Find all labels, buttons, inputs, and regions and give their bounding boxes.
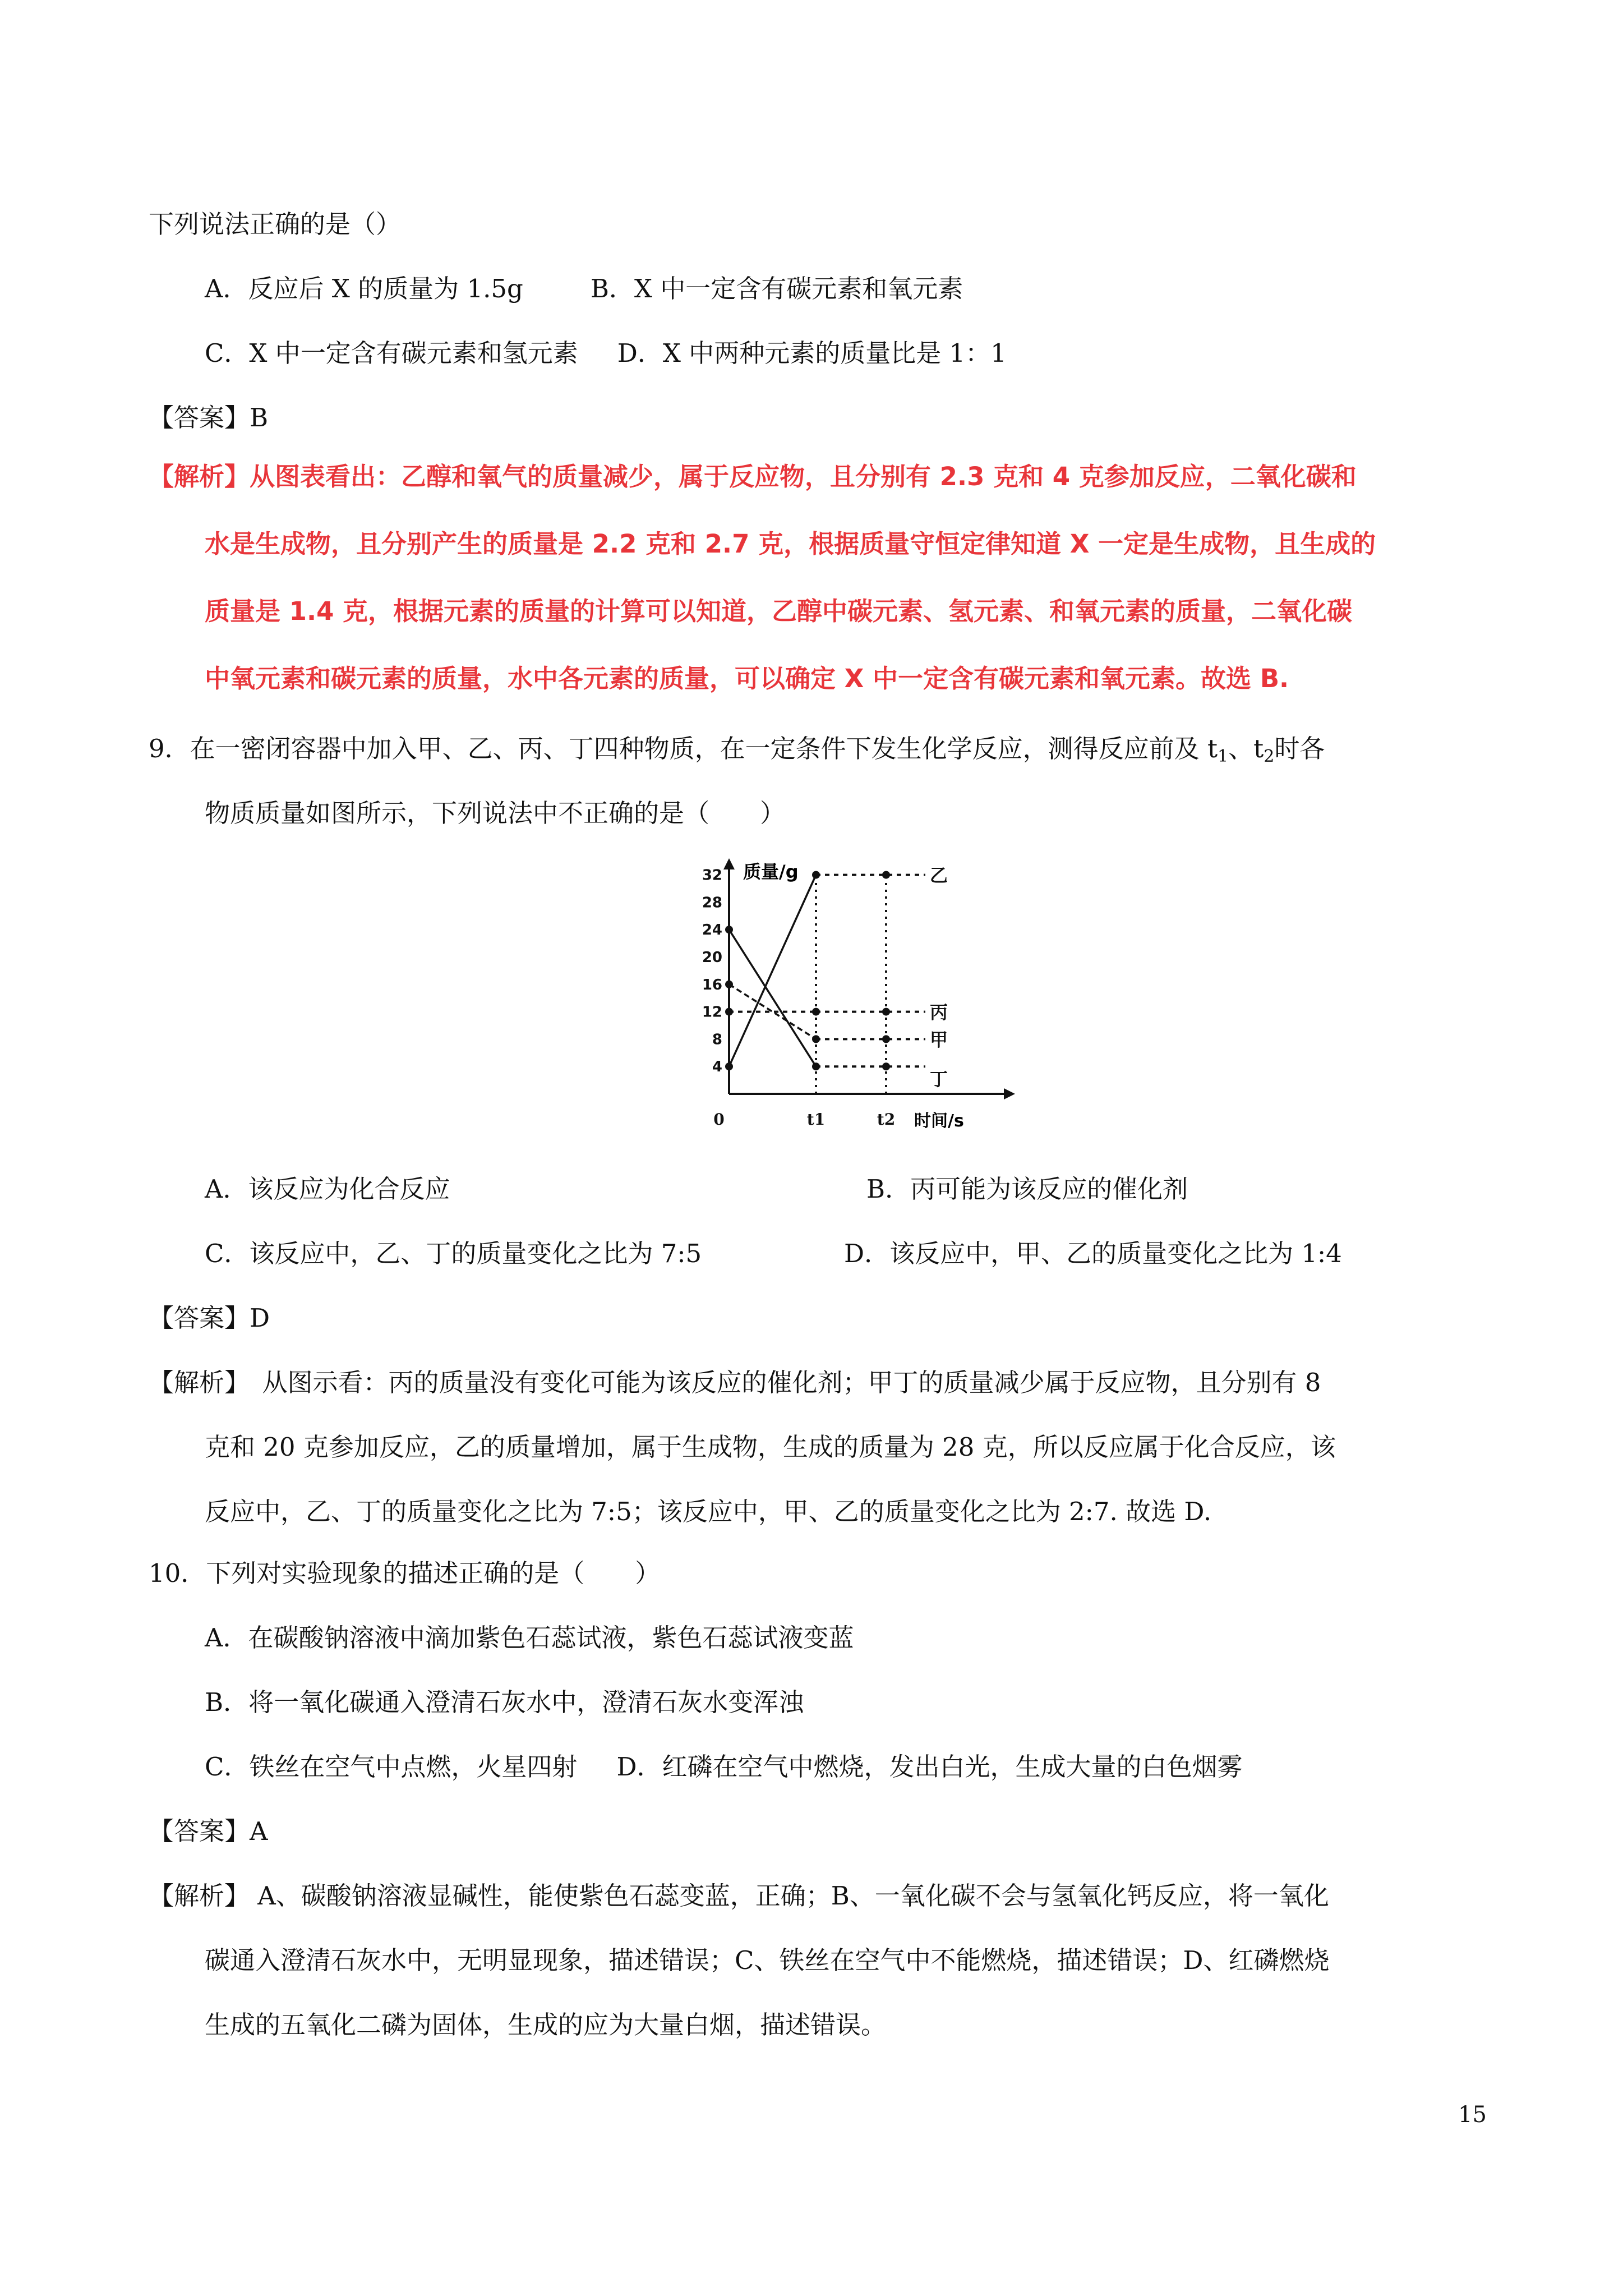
data-point (882, 1062, 890, 1070)
q9-stem-line-2: 物质质量如图所示，下列说法中不正确的是（ ） (205, 798, 786, 828)
series-label: 丙 (930, 1001, 948, 1023)
q8-option-c: C．X 中一定含有碳元素和氢元素 (205, 338, 578, 368)
q10-analysis-line-2: 碳通入澄清石灰水中，无明显现象，描述错误；C、铁丝在空气中不能燃烧，描述错误；D、红磷燃烧 (205, 1945, 1330, 1975)
q8-stem: 下列说法正确的是（） (149, 209, 402, 239)
data-point (812, 1062, 820, 1070)
x-tick-label: t2 (877, 1110, 896, 1129)
y-tick-label: 24 (702, 922, 722, 939)
q8-option-a: A．反应后 X 的质量为 1.5g (205, 274, 523, 303)
series-line (729, 875, 816, 1067)
y-tick-label: 12 (702, 1004, 722, 1021)
q8-option-row-1 (205, 272, 963, 306)
chart-axes (723, 858, 1015, 1131)
q10-option-c: C．铁丝在空气中点燃，火星四射 (205, 1752, 578, 1782)
data-point (812, 1008, 820, 1016)
data-point (725, 981, 733, 988)
q9-analysis-line-3: 反应中，乙、丁的质量变化之比为 7:5；该反应中，甲、乙的质量变化之比为 2:7. 故选 D. (205, 1497, 1212, 1526)
y-tick-label: 16 (702, 976, 722, 993)
q9-stem-line-1: 9．在一密闭容器中加入甲、乙、丙、丁四种物质，在一定条件下发生化学反应，测得反应前及 $t_1$、$t_2$时各 (149, 734, 1325, 766)
q9-answer: 【答案】D (149, 1303, 270, 1333)
chart-ticks (702, 867, 895, 1129)
q8-option-d: D．X 中两种元素的质量比是 1：1 (617, 338, 1007, 368)
x-tick-label: t1 (806, 1110, 826, 1129)
q8-analysis-line-4: 中氧元素和碳元素的质量，水中各元素的质量，可以确定 X 中一定含有碳元素和氧元素。故选 B. (205, 664, 1289, 693)
q10-option-d: D．红磷在空气中燃烧，发出白光，生成大量的白色烟雾 (616, 1752, 1243, 1782)
q9-option-d: D．该反应中，甲、乙的质量变化之比为 1:4 (844, 1239, 1342, 1268)
y-tick-label: 28 (702, 894, 722, 912)
x-tick-label: 0 (713, 1110, 725, 1129)
q8-analysis-label: 【解析】 (149, 462, 250, 491)
y-tick-label: 20 (702, 949, 722, 966)
q10-option-a: A．在碳酸钠溶液中滴加紫色石蕊试液，紫色石蕊试液变蓝 (205, 1623, 854, 1653)
q9-analysis-line-2: 克和 20 克参加反应，乙的质量增加，属于生成物，生成的质量为 28 克，所以反应属于化合反应，该 (205, 1432, 1336, 1462)
q10-analysis-line-1: 【解析】 A、碳酸钠溶液显碱性，能使紫色石蕊变蓝，正确；B、一氧化碳不会与氢氧化钙反应，将一氧化 (149, 1881, 1329, 1911)
data-point (725, 1062, 733, 1070)
mass-time-chart (673, 853, 1032, 1144)
q8-analysis-line-1: 【解析】从图表看出：乙醇和氧气的质量减少，属于反应物，且分别有 2.3 克和 4 克参加反应，二氧化碳和 (149, 462, 1357, 491)
y-tick-label: 4 (712, 1059, 722, 1076)
x-axis-label: 时间/s (914, 1111, 964, 1131)
q10-stem: 10．下列对实验现象的描述正确的是（ ） (149, 1558, 661, 1588)
data-point (812, 1035, 820, 1043)
q9-option-a: A．该反应为化合反应 (205, 1174, 450, 1204)
series-label: 乙 (930, 864, 948, 886)
series-label: 甲 (930, 1029, 948, 1051)
data-point (882, 1035, 890, 1043)
series-label: 丁 (930, 1069, 948, 1091)
data-point (725, 926, 733, 933)
q9-option-c: C．该反应中，乙、丁的质量变化之比为 7:5 (205, 1239, 702, 1268)
data-point (882, 1008, 890, 1016)
x-axis-arrow (1004, 1088, 1015, 1099)
data-point (725, 1008, 733, 1016)
q8-analysis-line-2: 水是生成物，且分别产生的质量是 2.2 克和 2.7 克，根据质量守恒定律知道 X 一定是生成物，且生成的 (205, 529, 1376, 559)
q8-option-row-2 (205, 337, 1007, 370)
data-point (812, 871, 820, 879)
q10-answer: 【答案】A (149, 1816, 268, 1846)
data-point (882, 871, 890, 879)
y-axis-arrow (723, 858, 735, 869)
page-number: 15 (1458, 2102, 1487, 2128)
q9-analysis-line-1: 【解析】 从图示看：丙的质量没有变化可能为该反应的催化剂；甲丁的质量减少属于反应物，且分别有 8 (149, 1368, 1321, 1397)
y-axis-label: 质量/g (743, 861, 799, 882)
q10-analysis-line-3: 生成的五氧化二磷为固体，生成的应为大量白烟，描述错误。 (205, 2010, 887, 2040)
q9-option-b: B．丙可能为该反应的催化剂 (866, 1174, 1188, 1204)
q10-option-b: B．将一氧化碳通入澄清石灰水中，澄清石灰水变浑浊 (205, 1687, 804, 1717)
q8-option-b: B．X 中一定含有碳元素和氧元素 (590, 274, 963, 303)
chart-series (725, 865, 948, 1091)
q8-analysis-line-3: 质量是 1.4 克，根据元素的质量的计算可以知道，乙醇中碳元素、氢元素、和氧元素的质量，二氧化碳 (205, 596, 1353, 626)
q10-option-row-cd (205, 1750, 1243, 1784)
q8-answer: 【答案】B (149, 403, 269, 432)
series-line (729, 930, 816, 1066)
y-tick-label: 8 (712, 1031, 722, 1048)
y-tick-label: 32 (702, 867, 722, 884)
